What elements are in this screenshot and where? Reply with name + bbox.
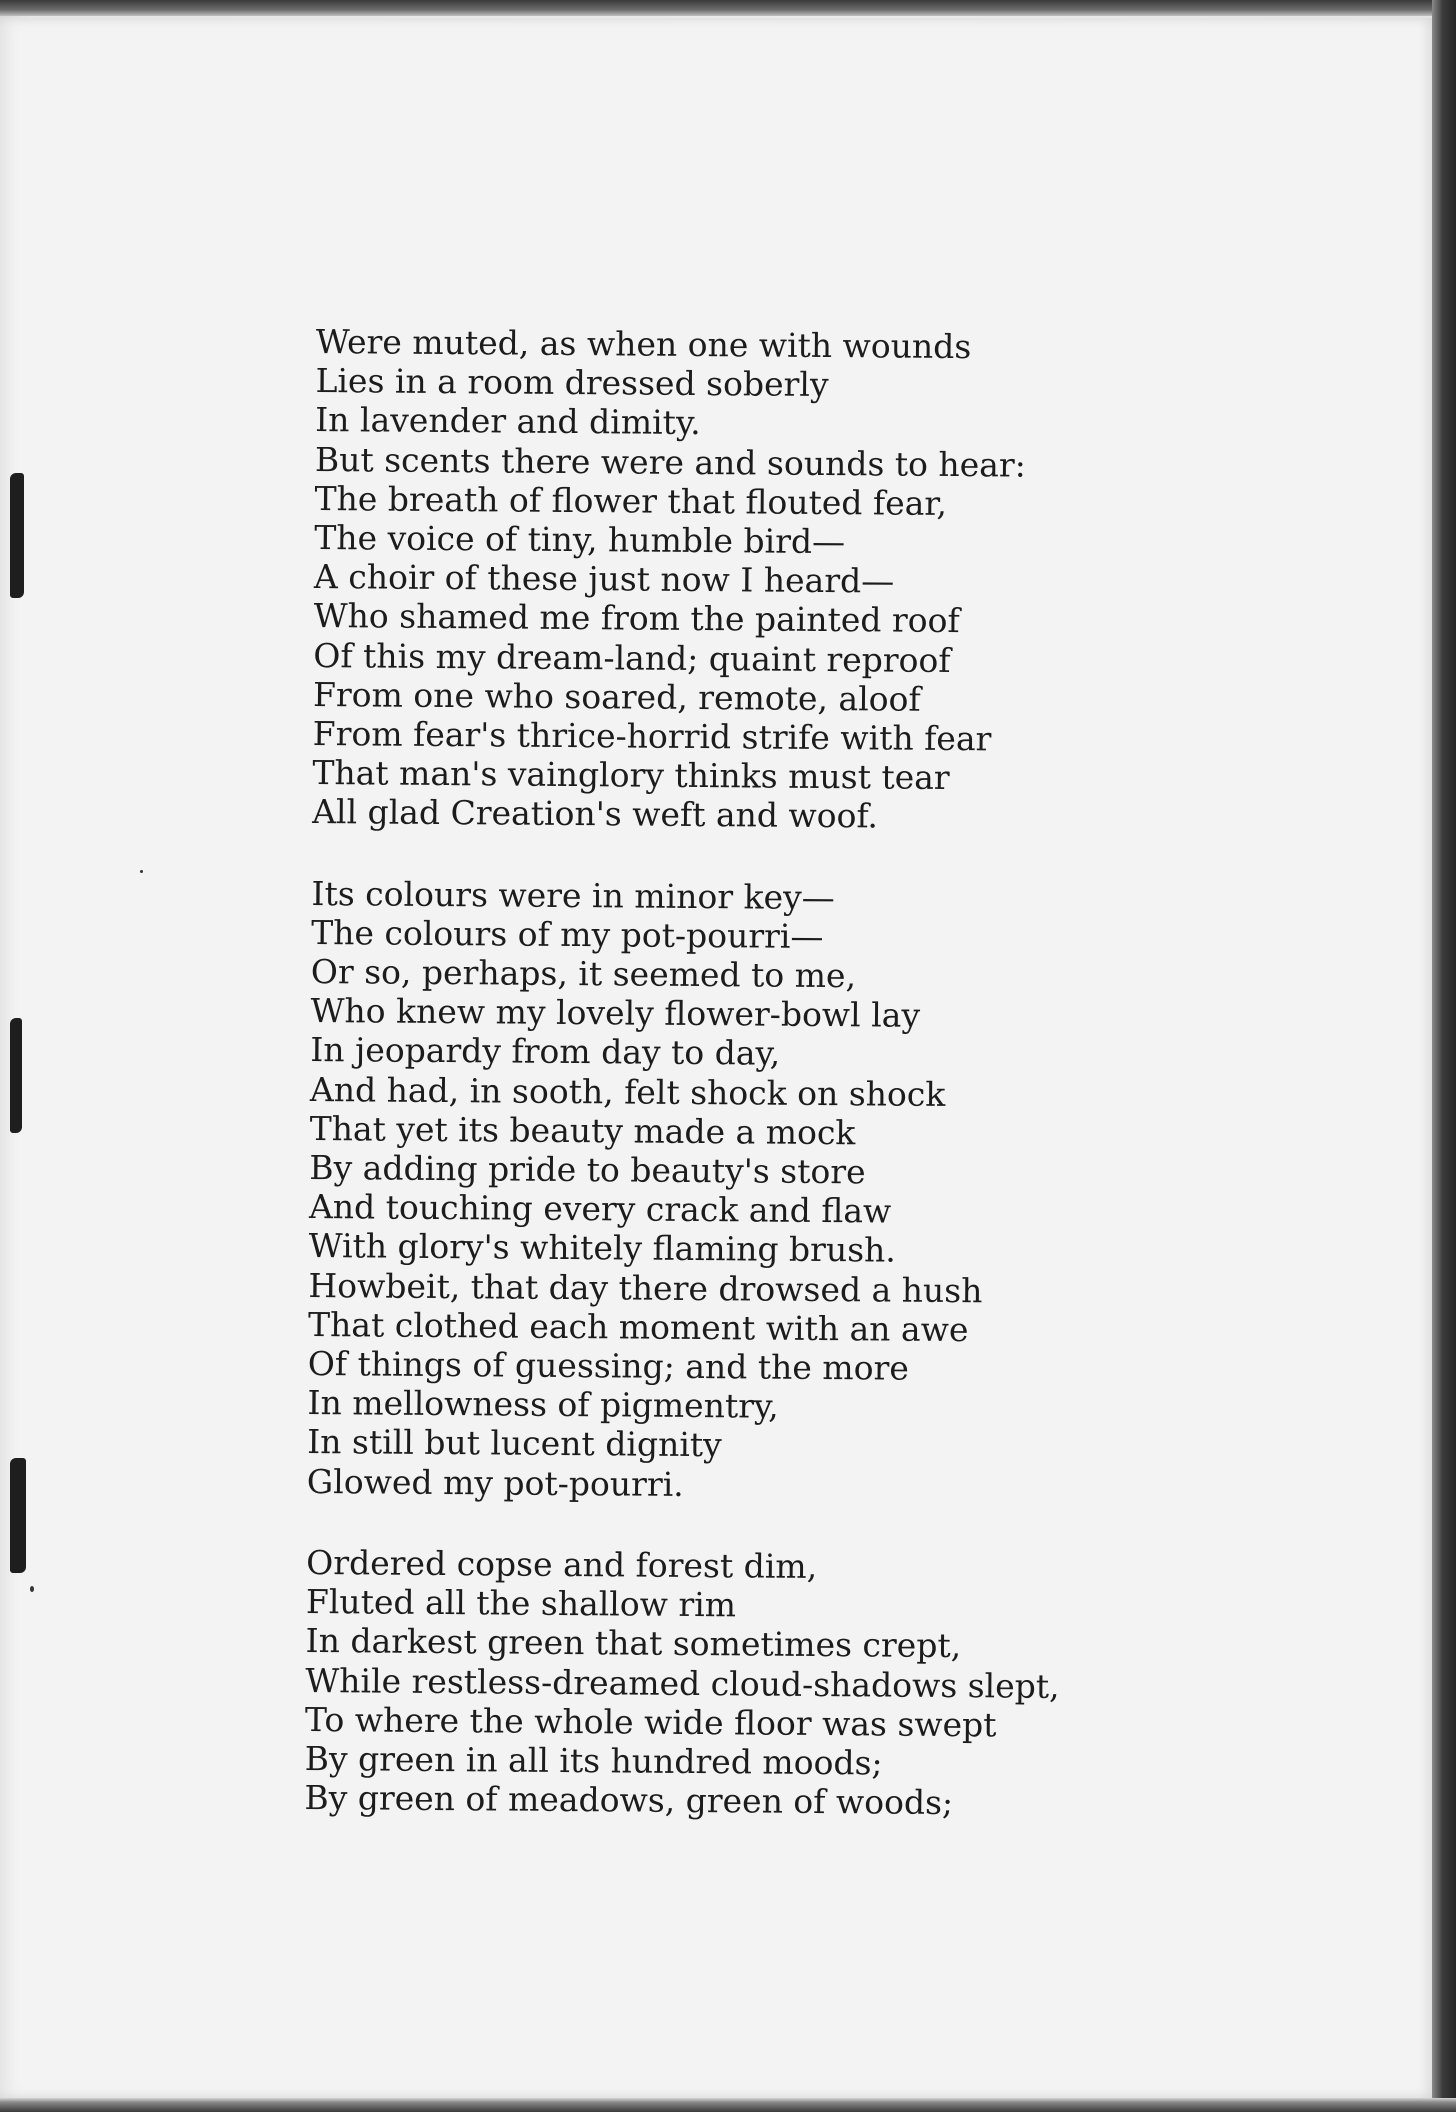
poem-line: A choir of these just now I heard— (313, 557, 895, 601)
paper-speck (30, 1586, 34, 1592)
poem-line: Its colours were in minor key— (311, 873, 835, 917)
poem-line: In jeopardy from day to day, (310, 1030, 781, 1074)
poem-line: Of this my dream-land; quaint reproof (313, 635, 951, 680)
binding-stitch-mark (10, 1018, 22, 1133)
poem-line: Howbeit, that day there drowsed a hush (308, 1265, 983, 1310)
binding-stitch-mark (10, 1458, 26, 1573)
poem-line: Who knew my lovely flower-bowl lay (310, 991, 921, 1036)
scan-right-edge (1432, 0, 1456, 2112)
poem-line: In still but lucent dignity (307, 1422, 722, 1465)
poem-line: From one who soared, remote, aloof (312, 674, 921, 719)
stanza (304, 1543, 1356, 1826)
poem-line: Of things of guessing; and the more (307, 1344, 910, 1388)
poem-line: That clothed each moment with an awe (307, 1304, 969, 1350)
poem-line: The voice of tiny, humble bird— (314, 518, 846, 562)
scan-top-edge (0, 0, 1456, 16)
poem-line: But scents there were and sounds to hear: (314, 439, 1026, 485)
stanza (307, 874, 1362, 1509)
poem-line: By adding pride to beauty's store (309, 1148, 866, 1192)
poem-line: While restless-dreamed cloud-shadows slept, (305, 1660, 1060, 1706)
poem-line: To where the whole wide floor was swept (304, 1699, 997, 1745)
poem-line: Ordered copse and forest dim, (306, 1542, 818, 1586)
scan-bottom-edge (0, 2098, 1456, 2112)
poem-line: That man's vainglory thinks must tear (312, 753, 950, 798)
poem-line: The colours of my pot-pourri— (311, 912, 824, 956)
poem-line: From fear's thrice-horrid strife with fear (312, 714, 992, 759)
poem-line: All glad Creation's weft and woof. (311, 792, 879, 836)
binding-stitch-mark (10, 473, 24, 598)
poem-line: The breath of flower that flouted fear, (314, 478, 948, 523)
poem-line: In darkest green that sometimes crept, (305, 1621, 962, 1666)
poem-line: Fluted all the shallow rim (305, 1582, 737, 1625)
paper-speck (140, 870, 143, 873)
poem-line: In lavender and dimity. (315, 400, 701, 443)
poem-line: Were muted, as when one with wounds (315, 322, 972, 367)
poem-line: By green of meadows, green of woods; (304, 1778, 954, 1823)
poem-line: Who shamed me from the painted roof (313, 596, 960, 641)
poem-line: And had, in sooth, felt shock on shock (309, 1069, 946, 1114)
poem-text (304, 322, 1366, 1868)
poem-line: Glowed my pot-pourri. (306, 1461, 684, 1504)
poem-line: By green in all its hundred moods; (304, 1738, 883, 1783)
stanza (312, 322, 1366, 840)
poem-line: With glory's whitely flaming brush. (308, 1226, 897, 1271)
poem-line: That yet its beauty made a mock (309, 1108, 856, 1153)
book-page (0, 18, 1432, 2098)
poem-line: And touching every crack and flaw (308, 1187, 892, 1231)
poem-line: In mellowness of pigmentry, (307, 1383, 779, 1426)
poem-line: Lies in a room dressed soberly (315, 361, 829, 405)
poem-line: Or so, perhaps, it seemed to me, (310, 952, 857, 996)
